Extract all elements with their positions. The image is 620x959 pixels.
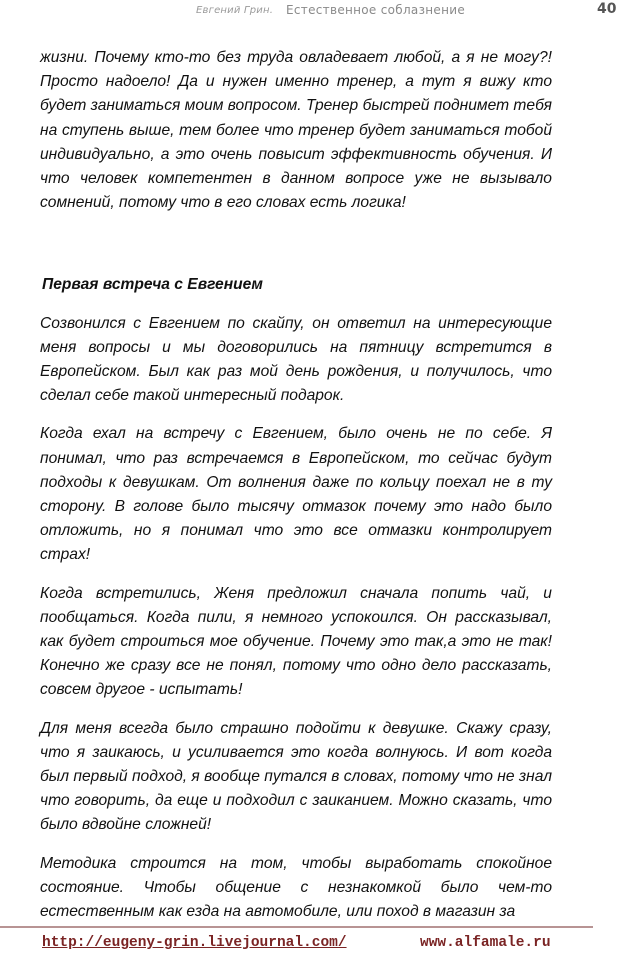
- paragraph: Созвонился с Евгением по скайпу, он ответил на интересующие меня вопросы и мы договорились на пятницу встретится в Европейском. Был как раз мой день рождения, и получилось, что сделал себе такой интересный подарок.: [40, 314, 552, 405]
- page-body: [40, 46, 552, 938]
- paragraph: Методика строится на том, чтобы выработать спокойное состояние. Чтобы общение с незнакомкой было чем-то естественным как езда на автомобиле, или поход в магазин за: [40, 854, 552, 921]
- livejournal-link[interactable]: http://eugeny-grin.livejournal.com/: [42, 935, 347, 951]
- header-book-title: Естественное соблазнение: [286, 3, 466, 17]
- paragraph: жизни. Почему кто-то без труда овладевает любой, а я не могу?! Просто надоело! Да и нужен именно тренер, а тут я вижу кто будет заниматься моим вопросом. Тренер быстрей поднимет тебя на ступень выше, тем более что тренер будет заниматься тобой индивидуально, а это очень повысит эффективность обучения. И что человек компетентен в данном вопросе уже не вызывало сомнений, потому что в его словах есть логика!: [40, 49, 552, 212]
- paragraph: Для меня всегда было страшно подойти к девушке. Скажу сразу, что я заикаюсь, и усиливается это когда волнуюсь. И вот когда был первый подход, я вообще путался в словах, потому что не знал что говорить, да еще и подходил с заиканием. Можно сказать, что было вдвойне сложней!: [40, 719, 552, 834]
- page-number: 40: [597, 1, 617, 17]
- section-heading: Первая встреча с Евгением: [42, 276, 263, 294]
- paragraph: Когда ехал на встречу с Евгением, было очень не по себе. Я понимал, что раз встречаемся в Европейском, то сейчас будут подходы к девушкам. От волнения даже по кольцу поехал не в ту сторону. В голове было тысячу отмазок почему это надо было отложить, но я понимал что это все отмазки контролирует страх!: [40, 425, 552, 564]
- alfamale-link[interactable]: www.alfamale.ru: [420, 935, 551, 951]
- footer-divider: [0, 926, 593, 928]
- header-author: Евгений Грин.: [196, 5, 274, 16]
- paragraph: Когда встретились, Женя предложил сначала попить чай, и пообщаться. Когда пили, я немного успокоился. Он рассказывал, как будет строиться мое обучение. Почему это так,а это не так! Конечно же сразу все не понял, потому что одно дело рассказать, совсем другое - испытать!: [40, 584, 552, 699]
- page-header: [0, 0, 620, 24]
